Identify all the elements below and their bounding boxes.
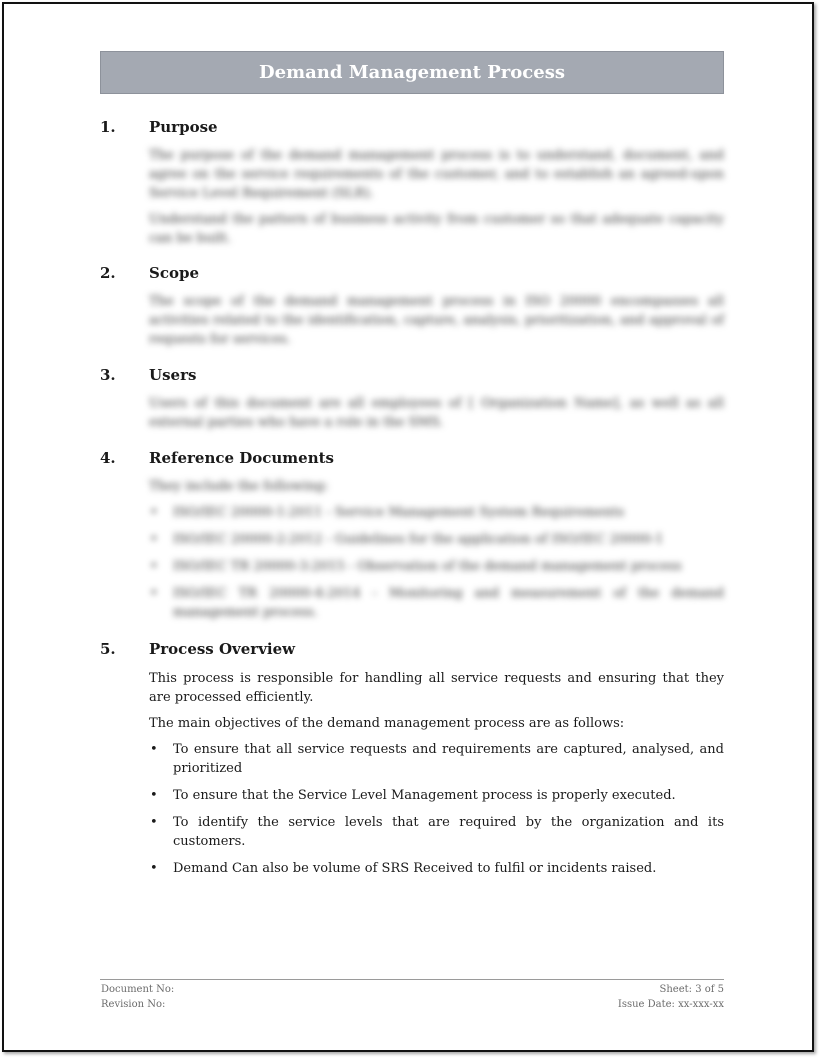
list-item: • To identify the service levels that are required by the organization and its customers. bbox=[150, 815, 724, 849]
bullet-icon: • bbox=[150, 788, 158, 803]
list-item: • To ensure that the Service Level Management process is properly executed. bbox=[150, 788, 676, 803]
bullet-icon: • bbox=[150, 505, 158, 520]
section-body bbox=[149, 394, 724, 432]
reference-list bbox=[149, 503, 724, 622]
section-scope bbox=[100, 264, 724, 356]
document-title: Demand Management Process bbox=[100, 51, 724, 94]
section-title: Process Overview bbox=[149, 640, 296, 658]
section-process-overview bbox=[100, 640, 724, 886]
paragraph: The purpose of the demand management process is to understand, document, and agree on the service requirements of the customer, and to establish an agreed-upon Service Level Requirement (SLR). bbox=[149, 148, 724, 201]
section-title: Purpose bbox=[149, 118, 218, 136]
document-page bbox=[2, 2, 814, 1052]
section-purpose bbox=[100, 118, 724, 255]
list-item: • To ensure that all service requests and requirements are captured, analysed, and prioritized bbox=[150, 742, 724, 776]
section-body bbox=[149, 292, 724, 349]
section-heading bbox=[100, 640, 724, 662]
footer-right bbox=[618, 982, 724, 1012]
section-number: 2. bbox=[100, 264, 116, 282]
paragraph: They include the following: bbox=[149, 479, 329, 494]
section-heading bbox=[100, 264, 724, 286]
section-body bbox=[149, 669, 724, 878]
bullet-icon: • bbox=[150, 861, 158, 876]
section-heading bbox=[100, 118, 724, 140]
bullet-icon: • bbox=[150, 559, 158, 574]
list-item: • ISO/IEC TR 20000-4:2014 - Monitoring and measurement of the demand management process. bbox=[150, 586, 724, 620]
paragraph: The main objectives of the demand management process are as follows: bbox=[149, 716, 625, 731]
footer-left bbox=[101, 982, 174, 1012]
paragraph: This process is responsible for handling all service requests and ensuring that they are processed efficiently. bbox=[149, 671, 724, 705]
sheet-number: Sheet: 3 of 5 bbox=[659, 984, 724, 995]
revision-number: Revision No: bbox=[101, 999, 166, 1010]
section-number: 5. bbox=[100, 640, 116, 658]
section-number: 3. bbox=[100, 366, 116, 384]
bullet-icon: • bbox=[150, 742, 158, 757]
section-body bbox=[149, 477, 724, 622]
section-title: Scope bbox=[149, 264, 200, 282]
section-title: Users bbox=[149, 366, 197, 384]
objectives-list bbox=[149, 740, 724, 878]
list-item: • ISO/IEC 20000-1:2011 - Service Management System Requirements bbox=[150, 505, 625, 520]
paragraph: The scope of the demand management process in ISO 20000 encompasses all activities related to the identification, capture, analysis, prioritization, and approval of requests for services. bbox=[149, 294, 724, 347]
issue-date: Issue Date: xx-xxx-xx bbox=[617, 999, 724, 1010]
page-footer bbox=[100, 979, 724, 1010]
section-number: 1. bbox=[100, 118, 116, 136]
bullet-icon: • bbox=[150, 532, 158, 547]
section-number: 4. bbox=[100, 449, 116, 467]
list-item: • ISO/IEC 20000-2:2012 - Guidelines for the application of ISO/IEC 20000-1 bbox=[150, 532, 664, 547]
list-item: • ISO/IEC TR 20000-3:2015 - Observation of the demand management process bbox=[150, 559, 682, 574]
section-reference-documents bbox=[100, 449, 724, 630]
document-number: Document No: bbox=[101, 984, 175, 995]
section-users bbox=[100, 366, 724, 439]
section-heading bbox=[100, 366, 724, 388]
paragraph: Users of this document are all employees of [ Organization Name], as well as all external parties who have a role in the SMS. bbox=[149, 396, 724, 430]
bullet-icon: • bbox=[150, 815, 158, 830]
list-item: • Demand Can also be volume of SRS Received to fulfil or incidents raised. bbox=[150, 861, 657, 876]
section-heading bbox=[100, 449, 724, 471]
bullet-icon: • bbox=[150, 586, 158, 601]
section-title: Reference Documents bbox=[149, 449, 335, 467]
paragraph: Understand the pattern of business activity from customer so that adequate capacity can be built. bbox=[149, 212, 724, 246]
section-body bbox=[149, 146, 724, 248]
